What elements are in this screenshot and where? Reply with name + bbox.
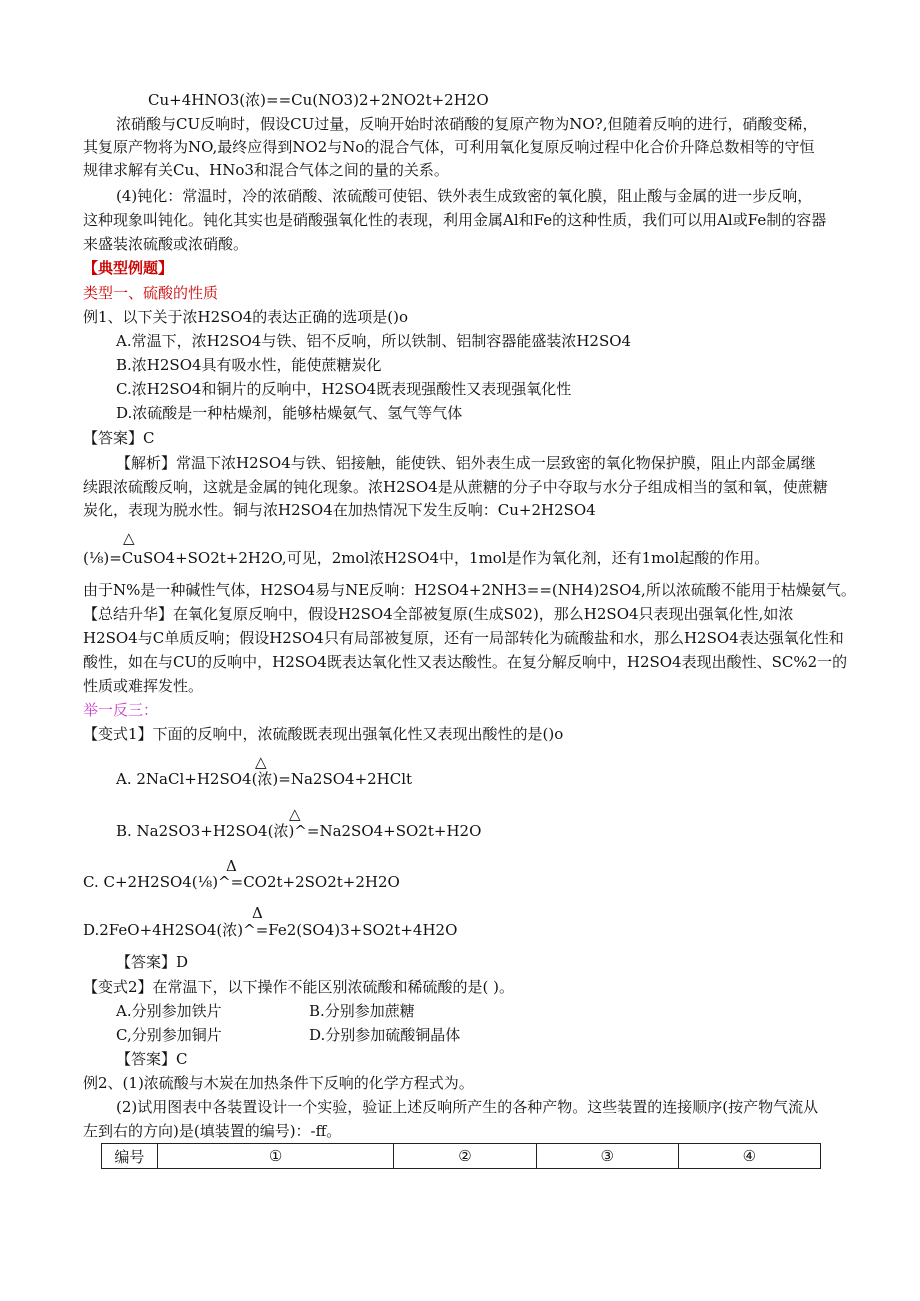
option-a: A.常温下，浓H2SO4与铁、铝不反响，所以铁制、铝制容器能盛装浓H2SO4 bbox=[116, 332, 632, 350]
paragraph-line: 这种现象叫钝化。钝化其实也是硝酸强氧化性的表现，利用金属Al和Fe的这种性质，我们可以用Al或Fe制的容器 bbox=[83, 211, 827, 229]
summary-line: 性质或难挥发性。 bbox=[83, 677, 204, 695]
apparatus-table bbox=[101, 1143, 821, 1169]
table-cell: ④ bbox=[678, 1144, 820, 1169]
type-heading: 类型一、硫酸的性质 bbox=[83, 284, 219, 302]
heating-triangle-icon: △ bbox=[289, 805, 301, 823]
analysis-equation: (⅛)=CuSO4+SO2t+2H2O,可见，2mol浓H2SO4中，1mol是作为氧化剂，还有1mol起酸的作用。 bbox=[83, 549, 770, 567]
analysis-line: 由于N%是一种碱性气体，H2SO4易与NE反响：H2SO4+2NH3==(NH4)2SO4,所以浓硫酸不能用于枯燥氨气。 bbox=[83, 581, 856, 599]
example-2-part-2-cont: 左到右的方向)是(填装置的编号)：-ff。 bbox=[83, 1122, 342, 1140]
option-d: D.浓硫酸是一种枯燥剂，能够枯燥氨气、氢气等气体 bbox=[116, 404, 463, 422]
answer-1: 【答案】C bbox=[83, 429, 155, 447]
variant-1-option-d: D.2FeO+4H2SO4(浓)^=Fe2(SO4)3+SO2t+4H2O bbox=[83, 921, 458, 939]
option-b: B.浓H2SO4具有吸水性，能使蔗糖炭化 bbox=[116, 356, 382, 374]
option-c: C.浓H2SO4和铜片的反响中，H2SO4既表现强酸性又表现强氧化性 bbox=[116, 380, 572, 398]
table-cell: ① bbox=[157, 1144, 394, 1169]
equation-cu-hno3: Cu+4HNO3(浓)==Cu(NO3)2+2NO2t+2H2O bbox=[148, 91, 489, 109]
analysis-line: 【解析】常温下浓H2SO4与铁、铝接触，能使铁、铝外表生成一层致密的氧化物保护膜，阻止内部金属继 bbox=[116, 454, 816, 472]
variant-2-option-d: D.分别参加硫酸铜晶体 bbox=[309, 1026, 461, 1044]
table-cell: ② bbox=[394, 1144, 536, 1169]
variant-1-question: 【变式1】下面的反响中，浓硫酸既表现出强氧化性又表现出酸性的是()o bbox=[83, 725, 564, 743]
variant-1-option-a: A. 2NaCl+H2SO4(浓)=Na2SO4+2HClt bbox=[116, 770, 413, 788]
analysis-line: 炭化，表现为脱水性。铜与浓H2SO4在加热情况下发生反响：Cu+2H2SO4 bbox=[83, 501, 596, 519]
variant-1-option-b: B. Na2SO3+H2SO4(浓)^=Na2SO4+SO2t+H2O bbox=[116, 822, 482, 840]
table-row bbox=[102, 1144, 821, 1169]
variant-2-option-a: A.分别参加铁片 bbox=[116, 1002, 222, 1020]
summary-line: 【总结升华】在氧化复原反响中，假设H2SO4全部被复原(生成S02)，那么H2SO4只表现出强氧化性,如浓 bbox=[83, 605, 794, 623]
analysis-line: 续跟浓硫酸反响，这就是金属的钝化现象。浓H2SO4是从蔗糖的分子中夺取与水分子组成相当的氢和氧，使蔗糖 bbox=[83, 478, 828, 496]
summary-line: H2SO4与C单质反响；假设H2SO4只有局部被复原，还有一局部转化为硫酸盐和水，那么H2SO4表达强氧化性和 bbox=[83, 629, 844, 647]
variant-2-option-b: B.分别参加蔗糖 bbox=[309, 1002, 415, 1020]
table-header-number: 编号 bbox=[102, 1144, 158, 1169]
variant-2-question: 【变式2】在常温下，以下操作不能区别浓硫酸和稀硫酸的是( )。 bbox=[83, 978, 515, 996]
variant-1-answer: 【答案】D bbox=[116, 953, 189, 971]
table-cell: ③ bbox=[536, 1144, 678, 1169]
heating-triangle-icon: △ bbox=[255, 753, 267, 771]
variant-2-answer: 【答案】C bbox=[116, 1050, 188, 1068]
variant-1-option-c: C. C+2H2SO4(⅛)^=CO2t+2SO2t+2H2O bbox=[83, 873, 400, 891]
example-2-part-2: (2)试用图表中各装置设计一个实验，验证上述反响所产生的各种产物。这些装置的连接顺序(按产物气流从 bbox=[116, 1098, 819, 1116]
section-heading-examples: 【典型例题】 bbox=[83, 259, 174, 277]
example-2-question: 例2、(1)浓硫酸与木炭在加热条件下反响的化学方程式为。 bbox=[83, 1074, 474, 1092]
paragraph-line: 浓硝酸与CU反响时，假设CU过量，反响开始时浓硝酸的复原产物为NO?,但随着反响的进行，硝酸变稀， bbox=[116, 115, 818, 133]
heating-triangle-icon: △ bbox=[123, 529, 135, 547]
practice-heading: 举一反三： bbox=[83, 701, 159, 719]
heating-delta-icon: Δ bbox=[226, 857, 237, 875]
paragraph-line: 规律求解有关Cu、HNo3和混合气体之间的量的关系。 bbox=[83, 161, 449, 179]
example-1-question: 例1、以下关于浓H2SO4的表达正确的选项是()o bbox=[83, 308, 409, 326]
paragraph-passivation: (4)钝化：常温时，冷的浓硝酸、浓硫酸可使铝、铁外表生成致密的氧化膜，阻止酸与金属的进一步反响， bbox=[116, 187, 813, 205]
paragraph-line: 来盛装浓硫酸或浓硝酸。 bbox=[83, 235, 249, 253]
variant-2-option-c: C,分别参加铜片 bbox=[116, 1026, 222, 1044]
heating-delta-icon: Δ bbox=[252, 904, 263, 922]
paragraph-line: 其复原产物将为NO,最终应得到NO2与No的混合气体，可利用氧化复原反响过程中化合价升降总数相等的守恒 bbox=[83, 138, 815, 156]
summary-line: 酸性，如在与CU的反响中，H2SO4既表达氧化性又表达酸性。在复分解反响中，H2SO4表现出酸性、SC%2一的 bbox=[83, 653, 848, 671]
